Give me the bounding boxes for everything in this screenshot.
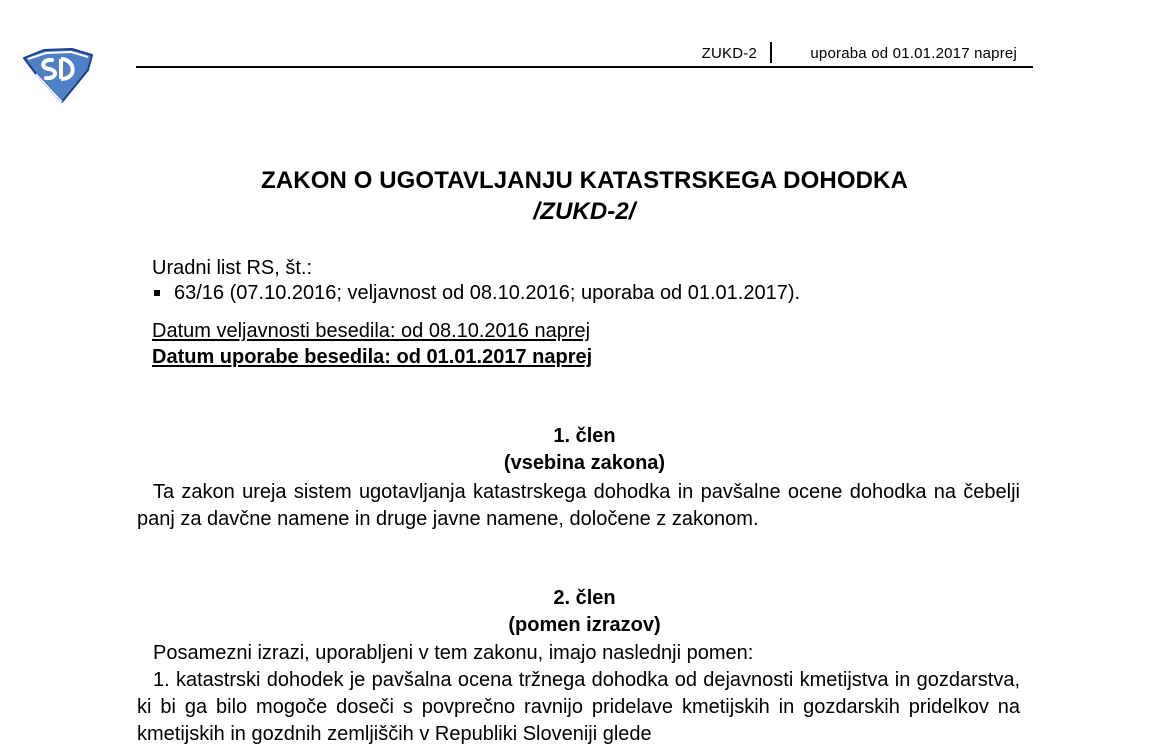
- gazette-entry: 63/16 (07.10.2016; veljavnost od 08.10.2016; uporaba od 01.01.2017).: [152, 282, 800, 305]
- article-2-item-1: 1. katastrski dohodek je pavšalna ocena tržnega dohodka od dejavnosti kmetijstva in gozdarstva, ki bi ga bilo mogoče doseči s povprečno ravnijo pridelave kmetijskih in gozdarskih pridelkov na kmetijskih in gozdnih zemljiščih v Republiki Sloveniji glede: [137, 669, 1020, 745]
- running-header: [136, 42, 1033, 68]
- gazette-label: Uradni list RS, št.:: [152, 257, 313, 279]
- law-abbreviation-title: /ZUKD-2/: [533, 198, 636, 225]
- header-law-abbreviation: ZUKD-2: [701, 45, 757, 62]
- law-title: ZAKON O UGOTAVLJANJU KATASTRSKEGA DOHODKA: [261, 167, 908, 194]
- article-1-paragraph: Ta zakon ureja sistem ugotavljanja katastrskega dohodka in pavšalne ocene dohodka na čebelji panj za davčne namene in druge javne namene, določene z zakonom.: [137, 481, 1020, 530]
- publisher-logo: [22, 48, 96, 104]
- article-1-heading: (vsebina zakona): [503, 452, 666, 474]
- validity-date: Datum veljavnosti besedila: od 08.10.2016 naprej: [152, 320, 591, 342]
- usage-date: Datum uporabe besedila: od 01.01.2017 naprej: [152, 346, 593, 368]
- article-1-number: 1. člen: [553, 425, 616, 447]
- header-separator: [770, 42, 772, 63]
- gazette-list: [152, 282, 800, 305]
- header-usage-note: uporaba od 01.01.2017 naprej: [810, 45, 1017, 62]
- article-2-heading: (pomen izrazov): [508, 614, 661, 636]
- article-2-number: 2. člen: [553, 587, 616, 609]
- article-2-intro: Posamezni izrazi, uporabljeni v tem zakonu, imajo naslednji pomen:: [153, 642, 754, 664]
